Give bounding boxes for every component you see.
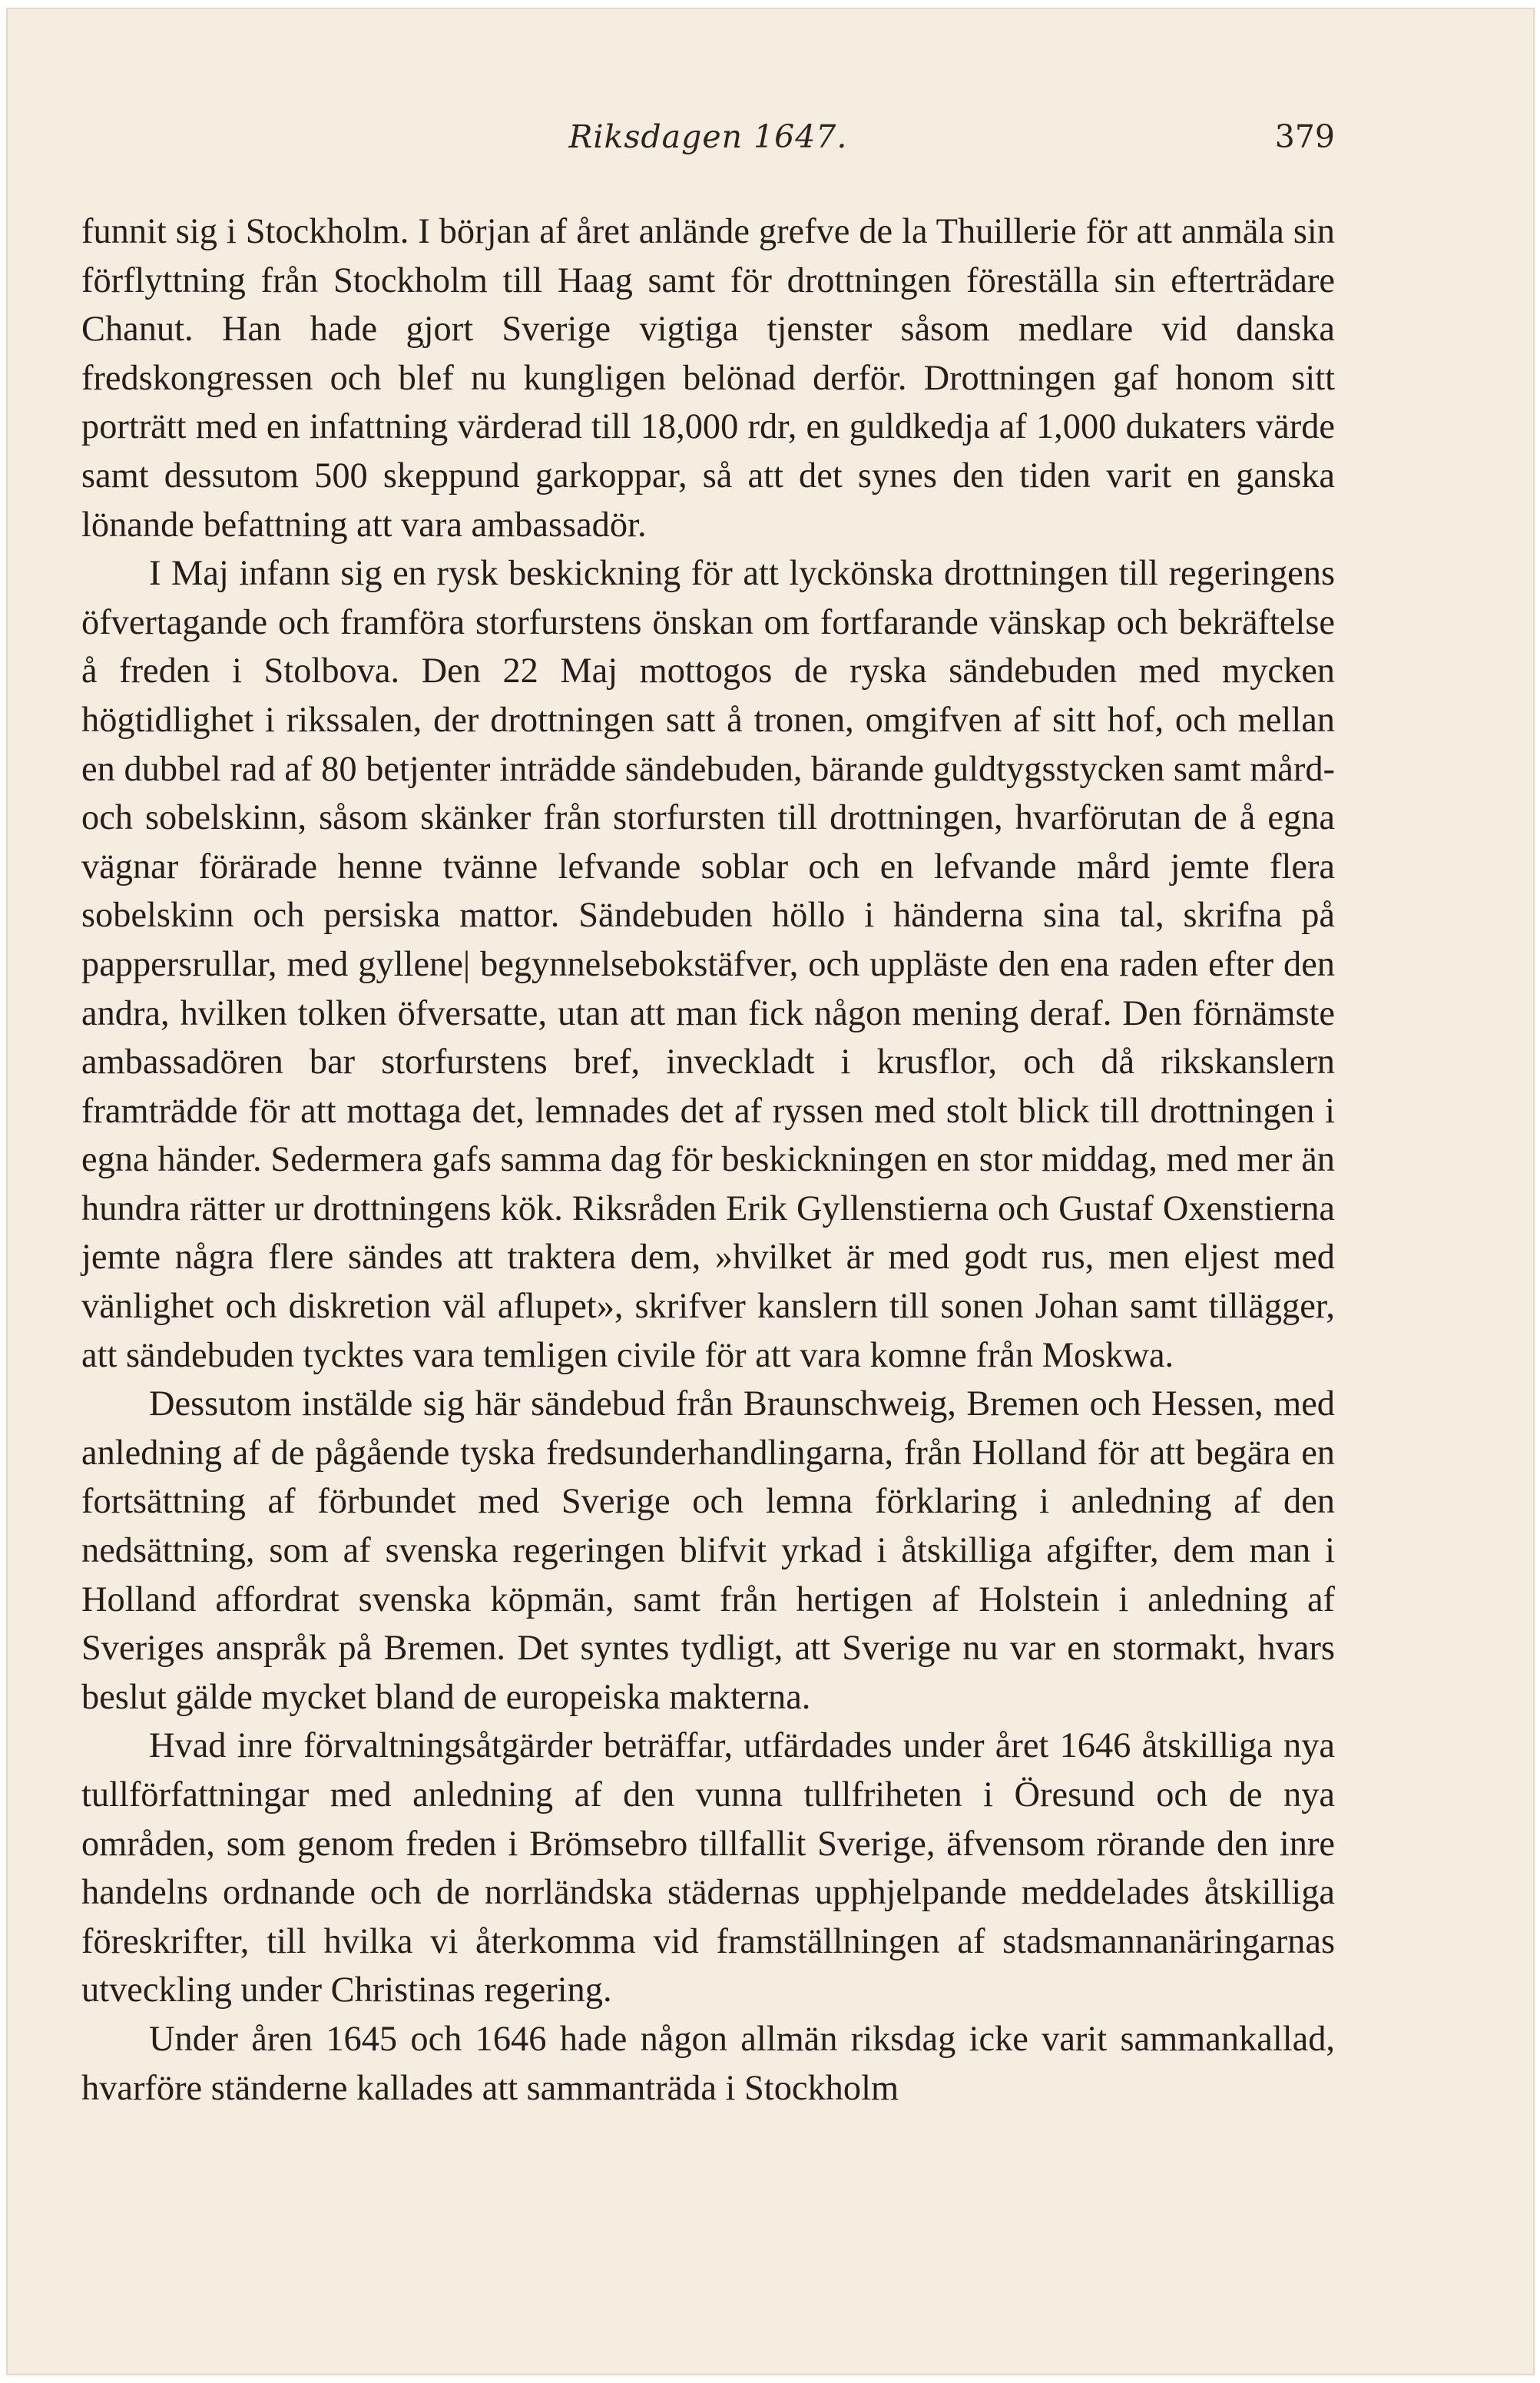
body-text [81, 207, 1335, 2113]
paragraph: Under åren 1645 och 1646 hade någon allmän riksdag icke varit sammankallad, hvarföre ständerne kallades att sammanträda i Stockholm [81, 2019, 1335, 2108]
paragraph: Hvad inre förvaltningsåtgärder beträffar, utfärdades under året 1646 åtskilliga nya tullförfattningar med anledning af den vunna tullfriheten i Öresund och de nya områden, som genom freden i Brömsebro tillfallit Sverige, äfvensom rörande den inre handelns ordnande och de norrländska städernas upphjelpande meddelades åtskilliga föreskrifter, till hvilka vi återkomma vid framställningen af stadsmannanäringarnas utveckling under Christinas regering. [81, 1726, 1335, 2010]
paragraph: Dessutom instälde sig här sändebud från Braunschweig, Bremen och Hessen, med anledning af de pågående tyska fredsunderhandlingarna, från Holland för att begära en fortsättning af förbundet med Sverige och lemna förklaring i anledning af den nedsättning, som af svenska regeringen blifvit yrkad i åtskilliga afgifter, dem man i Holland affordrat svenska köpmän, samt från hertigen af Holstein i anledning af Sveriges anspråk på Bremen. Det syntes tydligt, att Sverige nu var en stormakt, hvars beslut gälde mycket bland de europeiska makterna. [81, 1384, 1335, 1717]
page-number: 379 [1274, 118, 1335, 155]
book-page [6, 8, 1535, 2375]
paragraph: I Maj infann sig en rysk beskickning för att lyckönska drottningen till regeringens öfvertagande och framföra storfurstens önskan om fortfarande vänskap och bekräftelse å freden i Stolbova. Den 22 Maj mottogos de ryska sändebuden med mycken högtidlighet i rikssalen, der drottningen satt å tronen, omgifven af sitt hof, och mellan en dubbel rad af 80 betjenter inträdde sändebuden, bärande guldtygsstycken samt mård- och sobelskinn, såsom skänker från storfursten till drottningen, hvarförutan de å egna vägnar förärade henne tvänne lefvande soblar och en lefvande mård jemte flera sobelskinn och persiska mattor. Sändebuden höllo i händerna sina tal, skrifna på pappersrullar, med gyllene| begynnelsebokstäfver, och uppläste den ena raden efter den andra, hvilken tolken öfversatte, utan att man fick någon mening deraf. Den förnämste ambassadören bar storfurstens bref, inveckladt i krusflor, och då rikskanslern framträdde för att mottaga det, lemnades det af ryssen med stolt blick till drottningen i egna händer. Sedermera gafs samma dag för beskickningen en stor middag, med mer än hundra rätter ur drottningens kök. Riksråden Erik Gyllenstierna och Gustaf Oxenstierna jemte några flere sändes att traktera dem, »hvilket är med godt rus, men eljest med vänlighet och diskretion väl aflupet», skrifver kanslern till sonen Johan samt tillägger, att sändebuden tycktes vara temligen civile för att vara komne från Moskwa. [81, 554, 1335, 1375]
running-title: Riksdagen 1647. [568, 118, 848, 155]
paragraph: funnit sig i Stockholm. I början af året anlände grefve de la Thuillerie för att anmäla sin förflyttning från Stockholm till Haag samt för drottningen föreställa sin efterträdare Chanut. Han hade gjort Sverige vigtiga tjenster såsom medlare vid danska fredskongressen och blef nu kungligen belönad derför. Drottningen gaf honom sitt porträtt med en infattning värderad till 18,000 rdr, en guldkedja af 1,000 dukaters värde samt dessutom 500 skeppund garkoppar, så att det synes den tiden varit en ganska lönande befattning att vara ambassadör. [81, 212, 1335, 545]
page-header [81, 118, 1335, 180]
